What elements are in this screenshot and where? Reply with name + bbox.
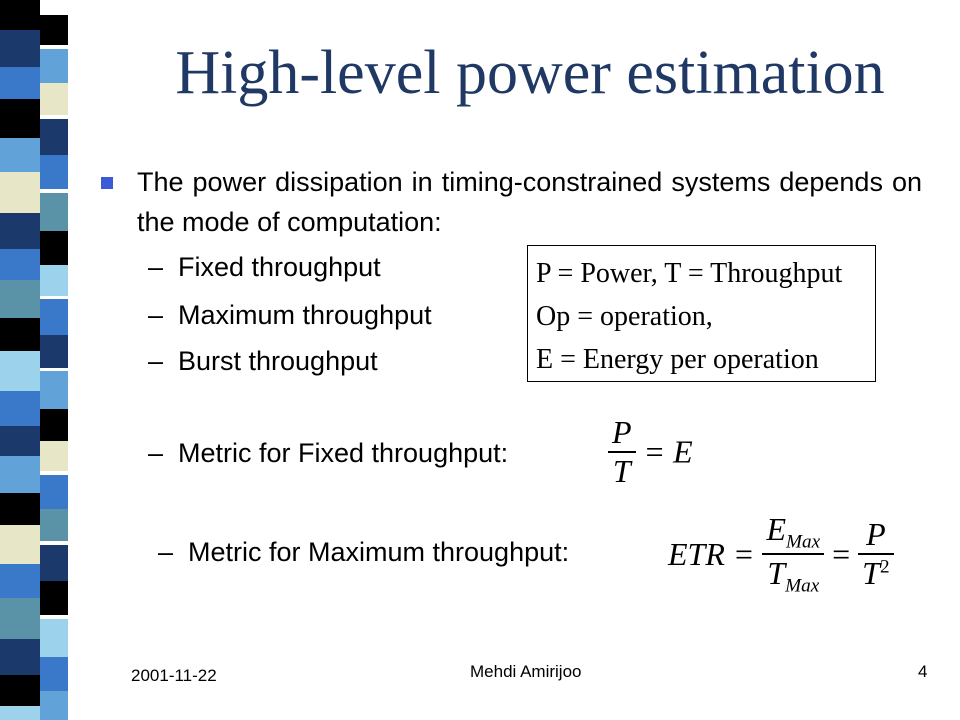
stripe-block — [40, 691, 68, 720]
stripe-edge — [68, 0, 80, 720]
stripe-block — [0, 172, 40, 213]
sub-item-fixed — [148, 252, 381, 283]
dash-marker: – — [148, 300, 164, 330]
sub-item-burst — [148, 346, 378, 377]
stripe-block — [0, 249, 40, 280]
stripe-block — [40, 371, 68, 411]
stripe-block — [40, 335, 68, 368]
metric-fixed-item — [148, 438, 508, 469]
stripe-block — [40, 299, 68, 337]
sub-item-label: Fixed throughput — [178, 252, 381, 282]
fraction-emax-over-tmax — [762, 511, 824, 598]
stripe-block — [40, 155, 68, 189]
stripe-block — [40, 83, 68, 115]
formula-rhs: = E — [643, 433, 693, 470]
numerator: P — [858, 516, 893, 555]
numerator: P — [608, 414, 636, 453]
formula-lhs: ETR = — [668, 535, 755, 572]
stripe-block — [0, 525, 40, 564]
decorative-stripe — [0, 0, 80, 720]
stripe-block — [0, 675, 40, 706]
stripe-block — [0, 706, 40, 720]
denominator-exponent: 2 — [879, 556, 890, 578]
denominator-base: T — [767, 555, 786, 592]
footer-author: Mehdi Amirijoo — [470, 662, 582, 681]
main-bullet-text: The power dissipation in timing-constrained systems depends on the mode of computation: — [137, 167, 922, 237]
formula-fixed-throughput — [608, 414, 693, 490]
stripe-block — [0, 30, 40, 67]
definitions-box — [527, 245, 876, 382]
stripe-block — [0, 493, 40, 525]
dash-marker: – — [148, 252, 164, 282]
stripe-block — [0, 213, 40, 249]
stripe-block — [0, 351, 40, 391]
fraction-p-over-t-squared — [858, 516, 893, 592]
stripe-block — [0, 391, 40, 426]
stripe-block — [0, 456, 40, 493]
stripe-block — [0, 564, 40, 598]
fraction-p-over-t — [608, 414, 636, 490]
stripe-block — [0, 639, 40, 675]
stripe-block — [0, 138, 40, 172]
stripe-block — [40, 441, 68, 471]
footer-page-number: 4 — [918, 662, 928, 681]
bullet-square-icon — [101, 177, 113, 189]
denominator: T — [612, 453, 631, 489]
equals-sign: = — [832, 535, 851, 572]
definition-line-energy: E = Energy per operation — [536, 344, 819, 375]
denominator-subscript: Max — [785, 575, 820, 597]
stripe-block — [40, 409, 68, 444]
dash-marker: – — [148, 346, 164, 376]
metric-max-label: Metric for Maximum throughput: — [188, 537, 570, 567]
stripe-block — [40, 475, 68, 512]
definition-line-power-throughput: P = Power, T = Throughput — [536, 258, 843, 289]
metric-fixed-label: Metric for Fixed throughput: — [178, 438, 509, 468]
sub-item-label: Maximum throughput — [178, 300, 432, 330]
stripe-block — [40, 49, 68, 86]
stripe-block — [0, 0, 40, 30]
stripe-block — [40, 657, 68, 693]
numerator-base: E — [766, 511, 787, 547]
stripe-block — [0, 426, 40, 456]
stripe-block — [40, 581, 68, 615]
dash-marker: – — [158, 537, 174, 567]
stripe-block — [0, 318, 40, 351]
stripe-block — [0, 280, 40, 318]
numerator-subscript: Max — [786, 531, 821, 553]
formula-max-throughput — [668, 511, 894, 598]
stripe-block — [40, 119, 68, 158]
stripe-block — [40, 545, 68, 584]
dash-marker: – — [148, 438, 164, 468]
stripe-block — [40, 193, 68, 234]
sub-item-maximum — [148, 300, 432, 331]
metric-max-item — [158, 537, 569, 568]
definition-line-operation: Op = operation, — [536, 301, 713, 332]
slide-title: High-level power estimation — [175, 39, 885, 107]
stripe-block — [40, 265, 68, 296]
stripe-block — [0, 99, 40, 138]
denominator-base: T — [862, 555, 880, 592]
stripe-block — [40, 619, 68, 660]
footer-date: 2001-11-22 — [131, 666, 217, 685]
stripe-block — [40, 509, 68, 541]
stripe-block — [40, 231, 68, 267]
stripe-block — [0, 598, 40, 639]
stripe-block — [0, 67, 40, 99]
stripe-block — [40, 15, 68, 45]
sub-item-label: Burst throughput — [178, 346, 378, 376]
